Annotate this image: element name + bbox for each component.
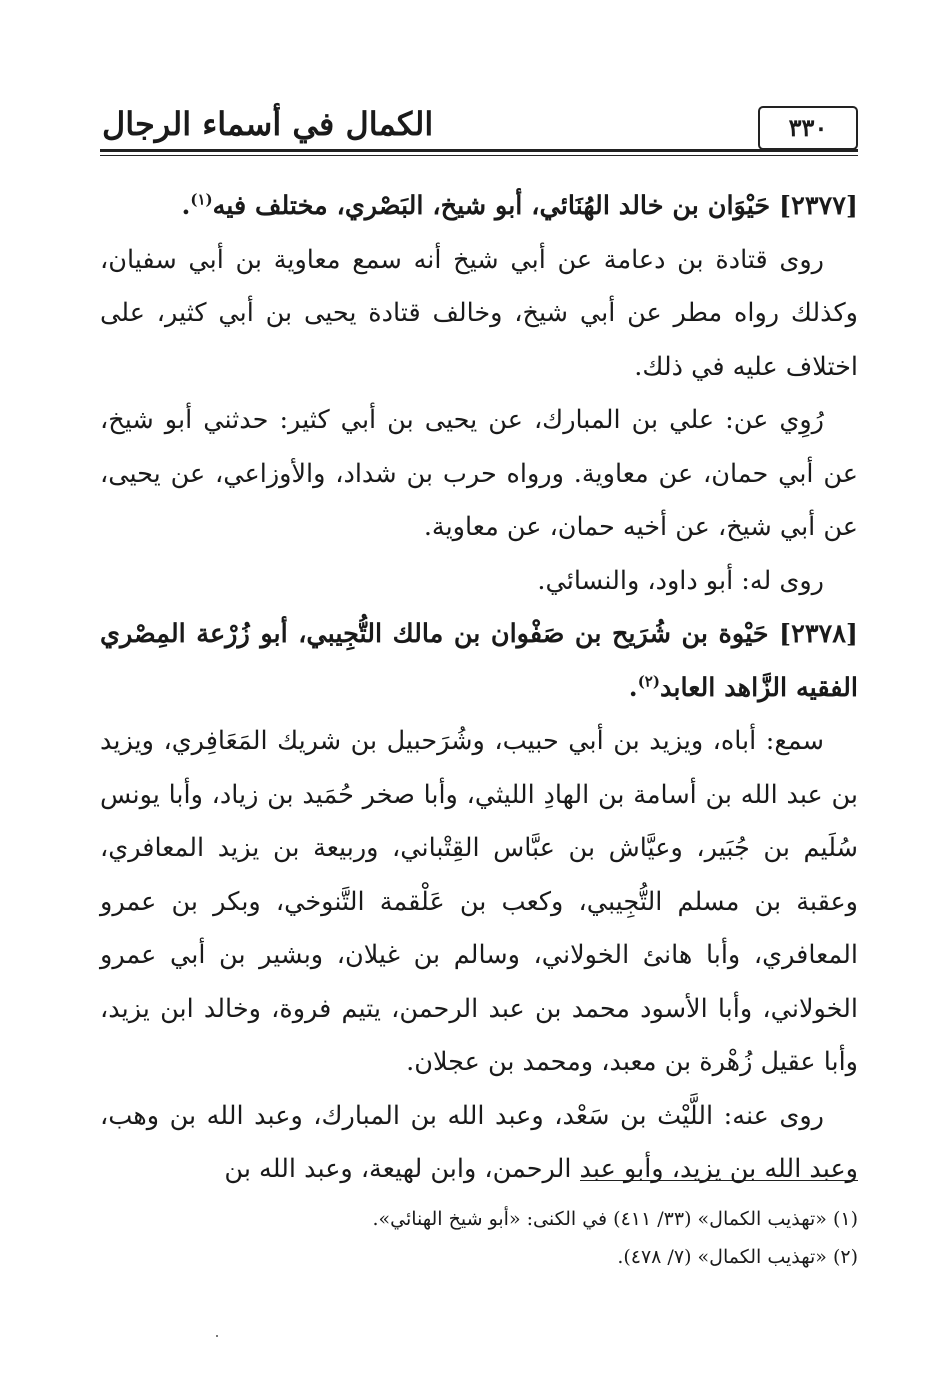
- paragraph: روى عنه: اللَّيْث بن سَعْد، وعبد الله بن المبارك، وعبد الله بن وهب، وعبد الله بن يزيد، وأبو عبد الرحمن، وابن لهيعة، وعبد الله بن: [100, 1100, 858, 1184]
- footnotes: [100, 1200, 858, 1276]
- book-title: الكمال في أسماء الرجال: [102, 105, 434, 143]
- paragraph: رُوِي عن: علي بن المبارك، عن يحيى بن أبي كثير: حدثني أبو شيخ، عن أبي حمان، عن معاوية. ورواه حرب بن شداد، والأوزاعي، عن يحيى، عن أبي شيخ، عن أخيه حمان، عن معاوية.: [100, 405, 858, 542]
- page-header: [100, 100, 858, 158]
- main-text: [100, 180, 858, 1197]
- footnote-1: (١) «تهذيب الكمال» (٣٣/ ٤١١) في الكنى: «أبو شيخ الهنائي».: [372, 1208, 858, 1230]
- footnote-ref-2: (٢): [637, 672, 660, 690]
- entry-heading-2377: [٢٣٧٧] حَيْوَان بن خالد الهُنَائي، أبو شيخ، البَصْري، مختلف فيه$^{(١)}$.: [181, 190, 858, 221]
- header-rule-thin: [100, 155, 858, 156]
- paragraph: سمع: أباه، ويزيد بن أبي حبيب، وشُرَحبيل بن شريك المَعَافِري، ويزيد بن عبد الله بن أسامة بن الهادِ الليثي، وأبا صخر حُمَيد بن زياد، وأبا يونس سُلَيم بن جُبَير، وعيَّاش بن عبَّاس القِتْباني، وربيعة بن يزيد المعافري، وعقبة بن مسلم التُّجِيبي، وكعب بن عَلْقمة التَّنوخي، وبكر بن عمرو المعافري، وأبا هانئ الخولاني، وسالم بن غيلان، وبشير بن أبي عمرو الخولاني، وأبا الأسود محمد بن عبد الرحمن، يتيم فروة، وخالد ابن يزيد، وأبا عقيل زُهْرة بن معبد، ومحمد بن عجلان.: [100, 726, 858, 1077]
- footnote-2: (٢) «تهذيب الكمال» (٧/ ٤٧٨).: [617, 1246, 858, 1268]
- header-rule: [100, 149, 858, 152]
- entry-heading-2378: [٢٣٧٨] حَيْوة بن شُرَيح بن صَفْوان بن مالك التُّجِيبي، أبو زُرْعة المِصْري الفقيه الزَّاهد العابد$^{(٢)}$.: [100, 619, 858, 703]
- print-speck: [216, 1335, 218, 1337]
- footnote-separator: [580, 1180, 858, 1181]
- paragraph: روى قتادة بن دعامة عن أبي شيخ أنه سمع معاوية بن أبي سفيان، وكذلك رواه مطر عن أبي شيخ، وخالف قتادة يحيى بن أبي كثير، على اختلاف عليه في ذلك.: [100, 244, 858, 382]
- paragraph: روى له: أبو داود، والنسائي.: [537, 565, 824, 596]
- page-number-box: ٣٣٠: [758, 106, 858, 150]
- footnote-ref-1: (١): [190, 190, 213, 209]
